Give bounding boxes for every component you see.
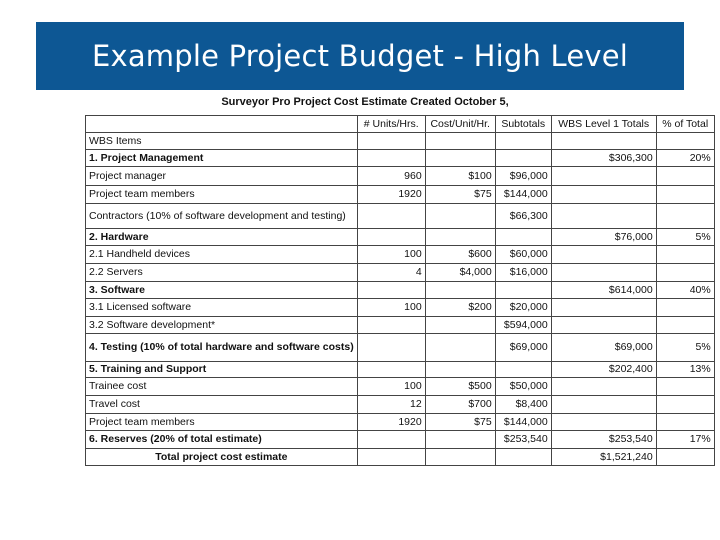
wbs-total-cell: $306,300 bbox=[551, 150, 656, 167]
units-cell: 100 bbox=[357, 299, 425, 317]
wbs-total-cell bbox=[551, 396, 656, 414]
subtotal-cell: $50,000 bbox=[495, 378, 551, 396]
percent-cell bbox=[656, 133, 714, 150]
table-row bbox=[86, 431, 715, 449]
wbs-total-cell: $76,000 bbox=[551, 229, 656, 246]
table-row bbox=[86, 264, 715, 282]
wbs-total-cell bbox=[551, 246, 656, 264]
item-cell: Project team members bbox=[86, 414, 358, 431]
table-row bbox=[86, 299, 715, 317]
units-cell bbox=[357, 204, 425, 229]
total-row bbox=[86, 449, 715, 466]
percent-cell: 40% bbox=[656, 282, 714, 299]
table-row bbox=[86, 204, 715, 229]
item-cell: Project manager bbox=[86, 167, 358, 186]
units-cell bbox=[357, 362, 425, 378]
item-cell: Project team members bbox=[86, 186, 358, 204]
item-cell: 2. Hardware bbox=[86, 229, 358, 246]
header-cell bbox=[86, 116, 358, 133]
percent-cell bbox=[656, 449, 714, 466]
table-row bbox=[86, 414, 715, 431]
percent-cell bbox=[656, 299, 714, 317]
cost-cell: $4,000 bbox=[425, 264, 495, 282]
subtotal-cell: $66,300 bbox=[495, 204, 551, 229]
wbs-total-cell bbox=[551, 133, 656, 150]
units-cell: 1920 bbox=[357, 414, 425, 431]
header-cell: # Units/Hrs. bbox=[357, 116, 425, 133]
item-cell: 3.1 Licensed software bbox=[86, 299, 358, 317]
units-cell bbox=[357, 317, 425, 334]
subtotal-cell: $8,400 bbox=[495, 396, 551, 414]
table-row bbox=[86, 378, 715, 396]
subtotal-cell: $594,000 bbox=[495, 317, 551, 334]
wbs-total-cell bbox=[551, 204, 656, 229]
units-cell bbox=[357, 334, 425, 362]
percent-cell: 5% bbox=[656, 229, 714, 246]
units-cell bbox=[357, 431, 425, 449]
percent-cell bbox=[656, 414, 714, 431]
cost-cell bbox=[425, 334, 495, 362]
subtotal-cell bbox=[495, 362, 551, 378]
percent-cell bbox=[656, 264, 714, 282]
table-row bbox=[86, 246, 715, 264]
item-cell: 3.2 Software development* bbox=[86, 317, 358, 334]
subtotal-cell bbox=[495, 449, 551, 466]
cost-cell: $200 bbox=[425, 299, 495, 317]
page-title: Example Project Budget - High Level bbox=[91, 39, 629, 73]
table-row bbox=[86, 229, 715, 246]
table-row bbox=[86, 167, 715, 186]
subtotal-cell: $144,000 bbox=[495, 414, 551, 431]
header-cell: Cost/Unit/Hr. bbox=[425, 116, 495, 133]
cost-cell bbox=[425, 431, 495, 449]
cost-cell bbox=[425, 362, 495, 378]
table-row bbox=[86, 334, 715, 362]
item-cell: 4. Testing (10% of total hardware and software costs) bbox=[86, 334, 358, 362]
total-label: Total project cost estimate bbox=[86, 449, 358, 466]
percent-cell bbox=[656, 167, 714, 186]
table-row bbox=[86, 150, 715, 167]
percent-cell bbox=[656, 378, 714, 396]
percent-cell: 17% bbox=[656, 431, 714, 449]
cost-cell bbox=[425, 317, 495, 334]
wbs-total-cell bbox=[551, 264, 656, 282]
total-value: $1,521,240 bbox=[551, 449, 656, 466]
table-row bbox=[86, 282, 715, 299]
cost-cell bbox=[425, 150, 495, 167]
item-cell: 5. Training and Support bbox=[86, 362, 358, 378]
units-cell bbox=[357, 150, 425, 167]
cost-cell bbox=[425, 449, 495, 466]
table-title: Surveyor Pro Project Cost Estimate Created October 5, bbox=[221, 96, 509, 108]
cost-cell: $100 bbox=[425, 167, 495, 186]
subtotal-cell bbox=[495, 282, 551, 299]
wbs-total-cell bbox=[551, 317, 656, 334]
subtotal-cell: $144,000 bbox=[495, 186, 551, 204]
percent-cell: 13% bbox=[656, 362, 714, 378]
header-cell: WBS Level 1 Totals bbox=[551, 116, 656, 133]
wbs-total-cell: $253,540 bbox=[551, 431, 656, 449]
percent-cell: 5% bbox=[656, 334, 714, 362]
subtotal-cell: $60,000 bbox=[495, 246, 551, 264]
table-row bbox=[86, 317, 715, 334]
cost-cell: $500 bbox=[425, 378, 495, 396]
cost-cell: $700 bbox=[425, 396, 495, 414]
header-cell: Subtotals bbox=[495, 116, 551, 133]
item-cell: 1. Project Management bbox=[86, 150, 358, 167]
subtotal-cell: $253,540 bbox=[495, 431, 551, 449]
units-cell bbox=[357, 229, 425, 246]
units-cell: 100 bbox=[357, 246, 425, 264]
wbs-total-cell bbox=[551, 299, 656, 317]
wbs-total-cell: $614,000 bbox=[551, 282, 656, 299]
wbs-total-cell bbox=[551, 167, 656, 186]
units-cell: 960 bbox=[357, 167, 425, 186]
header-cell: % of Total bbox=[656, 116, 714, 133]
subtotal-cell: $16,000 bbox=[495, 264, 551, 282]
item-cell: 6. Reserves (20% of total estimate) bbox=[86, 431, 358, 449]
percent-cell bbox=[656, 186, 714, 204]
percent-cell: 20% bbox=[656, 150, 714, 167]
units-cell: 100 bbox=[357, 378, 425, 396]
cost-cell bbox=[425, 282, 495, 299]
subtotal-cell: $69,000 bbox=[495, 334, 551, 362]
cost-cell bbox=[425, 204, 495, 229]
subtotal-cell bbox=[495, 150, 551, 167]
units-cell bbox=[357, 282, 425, 299]
item-cell: Contractors (10% of software development and testing) bbox=[86, 204, 358, 229]
table-row bbox=[86, 186, 715, 204]
units-cell bbox=[357, 133, 425, 150]
title-banner bbox=[36, 22, 684, 90]
cost-cell bbox=[425, 133, 495, 150]
header-row bbox=[86, 116, 715, 133]
percent-cell bbox=[656, 396, 714, 414]
percent-cell bbox=[656, 317, 714, 334]
wbs-total-cell bbox=[551, 414, 656, 431]
percent-cell bbox=[656, 246, 714, 264]
item-cell: Travel cost bbox=[86, 396, 358, 414]
wbs-total-cell: $202,400 bbox=[551, 362, 656, 378]
wbs-total-cell: $69,000 bbox=[551, 334, 656, 362]
item-cell: 2.2 Servers bbox=[86, 264, 358, 282]
subtotal-cell bbox=[495, 133, 551, 150]
table-row bbox=[86, 133, 715, 150]
item-cell: 2.1 Handheld devices bbox=[86, 246, 358, 264]
units-cell: 1920 bbox=[357, 186, 425, 204]
units-cell: 12 bbox=[357, 396, 425, 414]
cost-cell: $75 bbox=[425, 186, 495, 204]
wbs-total-cell bbox=[551, 378, 656, 396]
units-cell: 4 bbox=[357, 264, 425, 282]
item-cell: WBS Items bbox=[86, 133, 358, 150]
cost-cell: $75 bbox=[425, 414, 495, 431]
subtotal-cell: $20,000 bbox=[495, 299, 551, 317]
cost-cell bbox=[425, 229, 495, 246]
item-cell: Trainee cost bbox=[86, 378, 358, 396]
units-cell bbox=[357, 449, 425, 466]
table-row bbox=[86, 362, 715, 378]
percent-cell bbox=[656, 204, 714, 229]
cost-cell: $600 bbox=[425, 246, 495, 264]
subtotal-cell: $96,000 bbox=[495, 167, 551, 186]
table-row bbox=[86, 396, 715, 414]
wbs-total-cell bbox=[551, 186, 656, 204]
subtotal-cell bbox=[495, 229, 551, 246]
budget-table bbox=[85, 115, 715, 466]
item-cell: 3. Software bbox=[86, 282, 358, 299]
